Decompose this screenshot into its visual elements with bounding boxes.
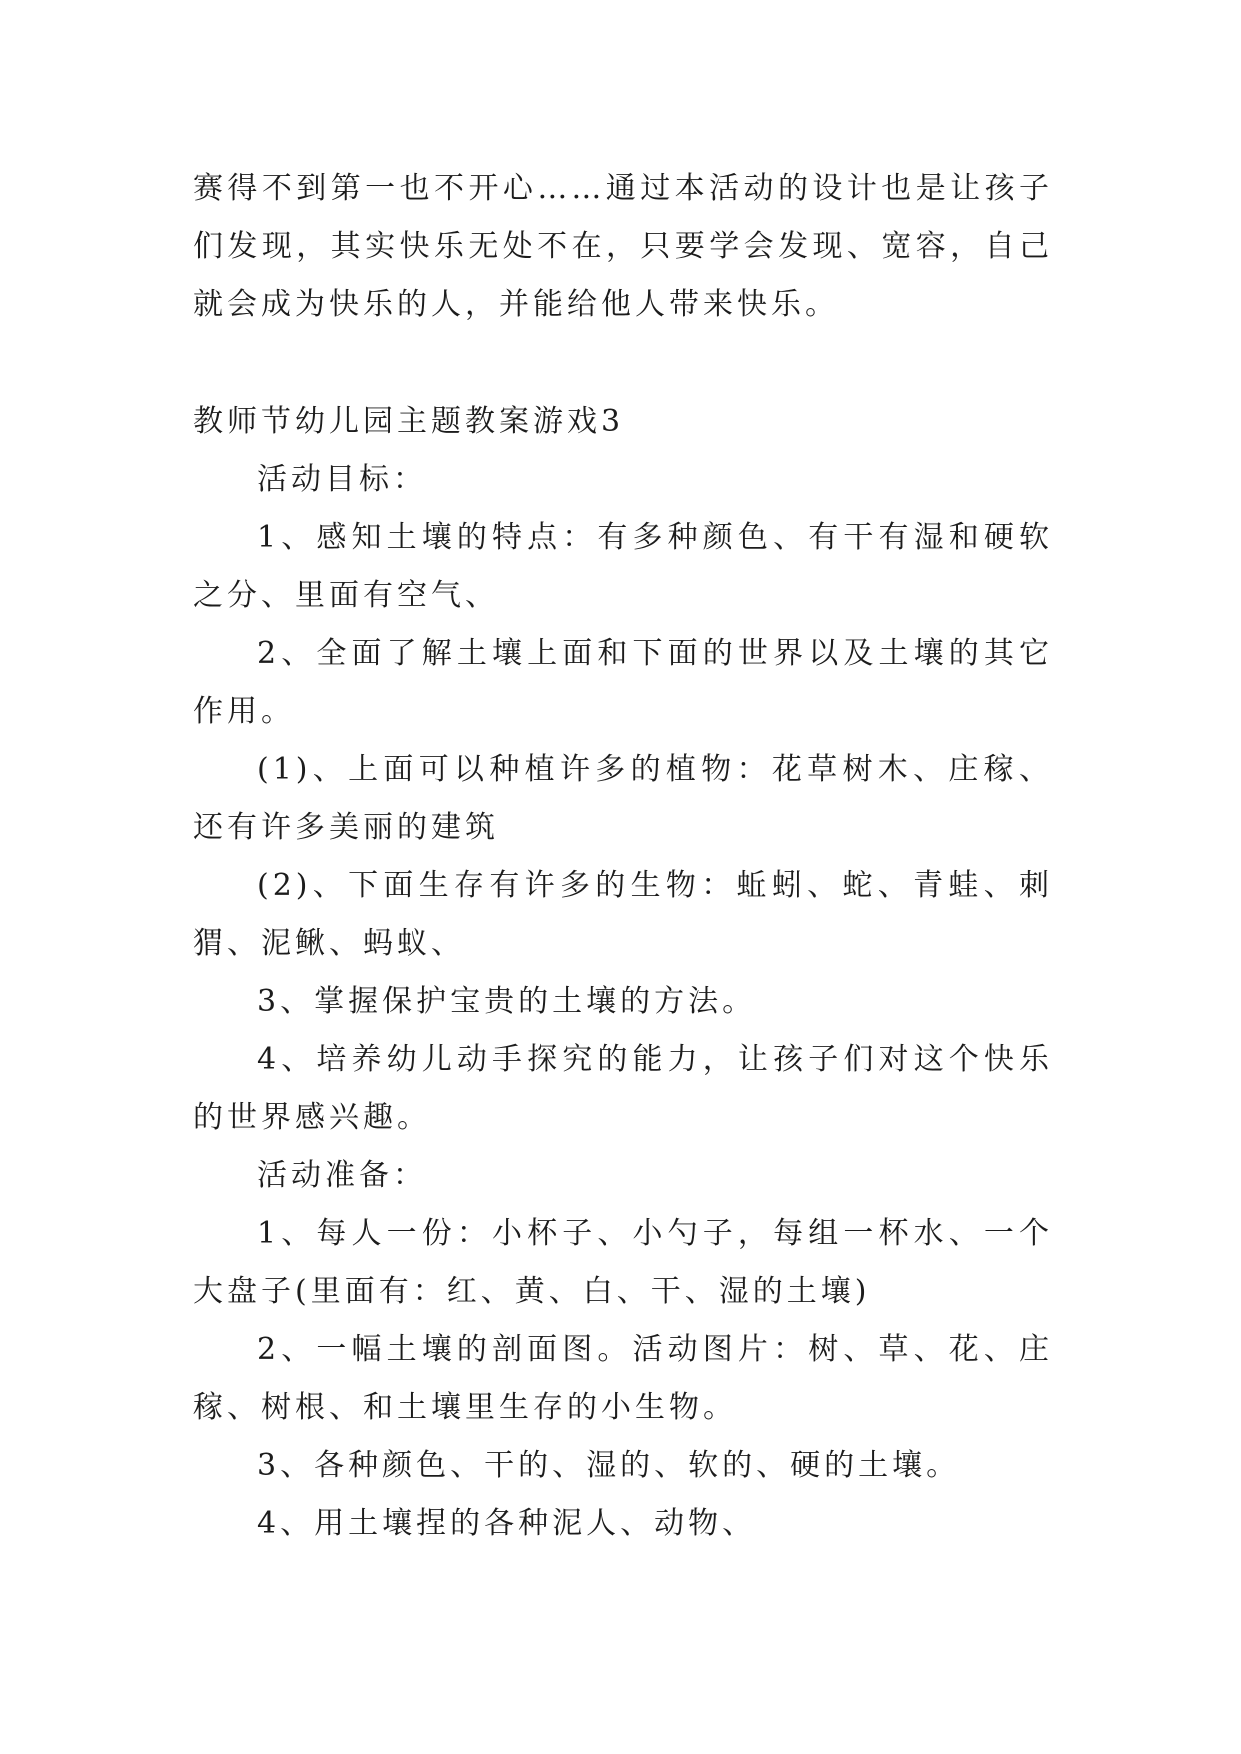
continuation-paragraph: 赛得不到第一也不开心……通过本活动的设计也是让孩子们发现，其实快乐无处不在，只要学会发现、宽容，自己就会成为快乐的人，并能给他人带来快乐。 (193, 171, 1053, 322)
goal-item: 1、感知土壤的特点：有多种颜色、有干有湿和硬软之分、里面有空气、 (193, 520, 1053, 613)
prep-item: 2、一幅土壤的剖面图。活动图片：树、草、花、庄稼、树根、和土壤里生存的小生物。 (193, 1332, 1053, 1425)
goal-subitem: (1)、上面可以种植许多的植物：花草树木、庄稼、还有许多美丽的建筑 (193, 752, 1053, 845)
goal-item: 3、掌握保护宝贵的土壤的方法。 (257, 984, 757, 1019)
goal-item: 2、全面了解土壤上面和下面的世界以及土壤的其它作用。 (193, 636, 1053, 729)
prep-heading: 活动准备： (257, 1158, 427, 1193)
goal-subitem: (2)、下面生存有许多的生物：蚯蚓、蛇、青蛙、刺猬、泥鳅、蚂蚁、 (193, 868, 1053, 961)
document-body (193, 160, 1053, 1553)
goals-heading: 活动目标： (257, 462, 427, 497)
section-title: 教师节幼儿园主题教案游戏3 (193, 404, 625, 439)
prep-item: 3、各种颜色、干的、湿的、软的、硬的土壤。 (257, 1448, 961, 1483)
prep-item: 4、用土壤捏的各种泥人、动物、 (257, 1506, 757, 1541)
goal-item: 4、培养幼儿动手探究的能力，让孩子们对这个快乐的世界感兴趣。 (193, 1042, 1053, 1135)
prep-item: 1、每人一份：小杯子、小勺子，每组一杯水、一个大盘子(里面有：红、黄、白、干、湿的土壤) (193, 1216, 1053, 1309)
